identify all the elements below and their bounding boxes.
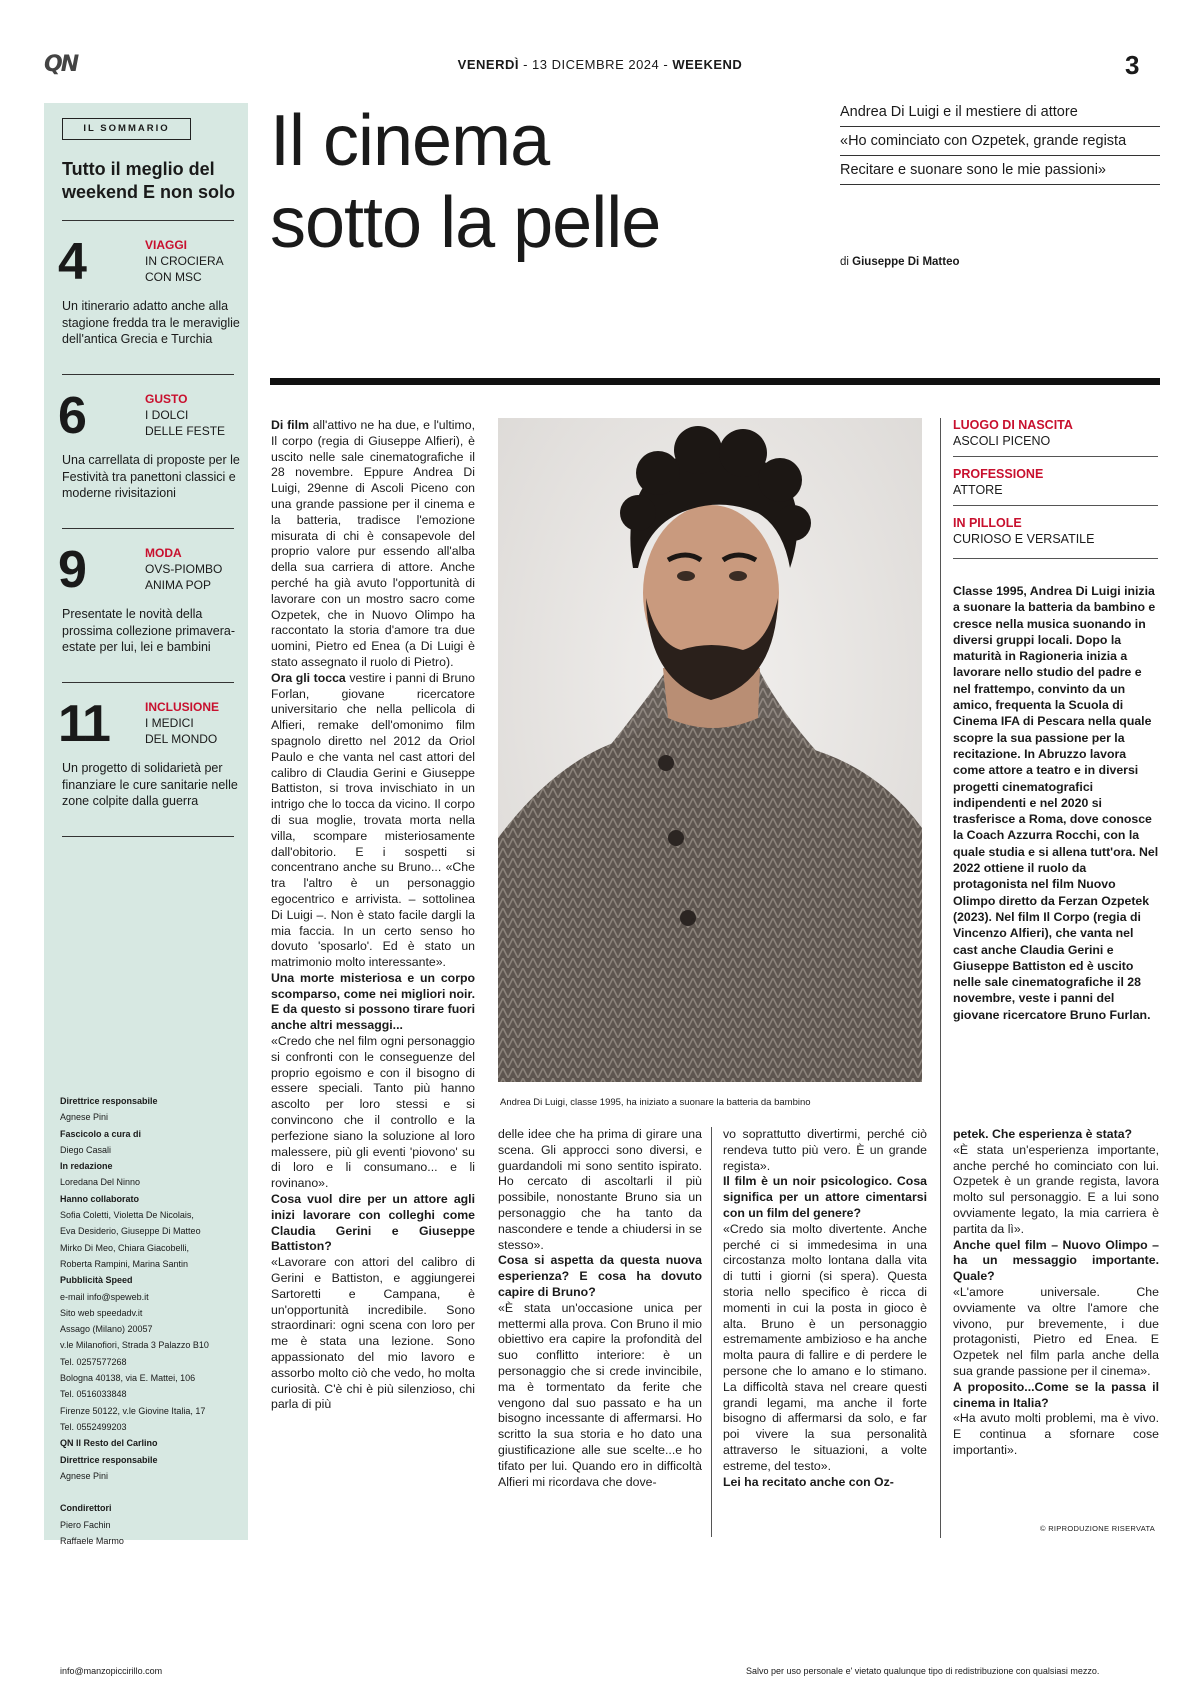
summary-item-page-number: 6: [58, 387, 85, 445]
paragraph-text: vestire i panni di Bruno Forlan, giovane ricercatore universitario che nella pellicola di Alfieri, remake dell'omonimo film spagnolo diretto nel 2012 da Oriol Paulo e che vanta nel cast attori del calibro di Claudia Gerini e Giuseppe Battiston, si trova invischiato in un intrigo che lo tocca da vicino. Il corpo di sua moglie, trovata morta nella villa, scompare misteriosamente dall'obitorio. E i sospetti si concentrano anche su Bruno... «Che tra l'altro è un personaggio egocentrico e arrivista. – sottolinea Di Luigi –. Non è stato facile dargli la mia faccia. In un certo senso ho dovuto 'sposarlo'. Ed è stato un matrimonio molto interessante».: [271, 670, 475, 970]
article-column-4: [953, 1127, 1159, 1459]
fact-key: LUOGO DI NASCITA: [953, 418, 1073, 432]
credit-line: Mirko Di Meo, Chiara Giacobelli,: [60, 1242, 190, 1253]
credit-line: QN Il Resto del Carlino: [60, 1438, 158, 1449]
summary-item-page-number: 9: [58, 541, 85, 599]
credit-line: Sofia Coletti, Violetta De Nicolais,: [60, 1210, 194, 1221]
column-divider: [940, 418, 941, 1538]
interview-answer: vo soprattutto divertirmi, perché ciò rendeva tutto più vero. È un grande regista».: [723, 1127, 927, 1173]
credit-line: Fascicolo a cura di: [60, 1128, 142, 1139]
credit-line: Raffaele Marmo: [60, 1536, 124, 1547]
credit-line: Bologna 40138, via E. Mattei, 106: [60, 1373, 196, 1384]
credit-line: Eva Desiderio, Giuseppe Di Matteo: [60, 1226, 201, 1237]
editorial-credits: [60, 1093, 246, 1549]
summary-item-subtitle: ANIMA POP: [145, 578, 212, 592]
interview-answer: «Lavorare con attori del calibro di Gerini e Battiston, e aggiungerei Sartoretti e Campana, è un'opportunità incredibile. Sono straordinari: ogni scena con loro per me è stata una lezione. Sono appassionato del mio lavoro e assorbo molto ciò che vedo, ho molta curiosità. C'è chi è più silenzioso, chi parla di più: [271, 1255, 475, 1412]
copyright-notice: © RIPRODUZIONE RISERVATA: [1040, 1524, 1156, 1533]
byline-prefix: di: [840, 256, 849, 268]
article-kicker: [840, 98, 1160, 185]
fact-divider: [953, 505, 1158, 506]
fact-key: PROFESSIONE: [953, 467, 1044, 481]
dateline-date: 13 DICEMBRE 2024: [532, 57, 660, 72]
headline-line: sotto la pelle: [270, 183, 661, 263]
summary-item-page-number: 4: [58, 233, 85, 291]
interview-question: Cosa vuol dire per un attore agli inizi lavorare con colleghi come Claudia Gerini e Giuseppe Battiston?: [271, 1192, 475, 1254]
dateline-section: WEEKEND: [672, 57, 743, 72]
fact-key: IN PILLOLE: [953, 516, 1022, 530]
interview-question: A proposito...Come se la passa il cinema in Italia?: [953, 1379, 1159, 1410]
paragraph: [271, 418, 475, 671]
summary-item-description: Una carrellata di proposte per le Festività tra panettoni classici e moderne rivisitazioni: [62, 453, 240, 500]
fact-divider: [953, 456, 1158, 457]
summary-sidebar: [44, 103, 248, 1547]
page-number: 3: [1125, 50, 1140, 80]
credit-line: Tel. 0257577268: [60, 1356, 127, 1367]
article-headline: [270, 100, 660, 264]
summary-item-page-number: 11: [58, 695, 109, 753]
credit-line: Tel. 0552499203: [60, 1421, 127, 1432]
newspaper-logo: QN: [44, 52, 78, 77]
summary-item-subtitle: DELLE FESTE: [145, 424, 226, 438]
summary-item-category[interactable]: INCLUSIONE: [145, 700, 220, 714]
credit-line: [60, 1484, 246, 1500]
dateline-day: VENERDÌ: [457, 57, 519, 72]
interview-question: Una morte misteriosa e un corpo scomparso, come nei migliori noir. E da questo si possono tirare fuori anche altri messaggi...: [271, 970, 475, 1033]
credit-line: e-mail info@speweb.it: [60, 1291, 149, 1302]
fact-value: ATTORE: [953, 483, 1003, 497]
byline: [840, 256, 960, 268]
summary-item-category[interactable]: MODA: [145, 546, 182, 560]
article-column-2: [498, 1127, 702, 1490]
credit-line: Agnese Pini: [60, 1470, 109, 1481]
portrait-photo: [498, 418, 922, 1082]
summary-item-subtitle: DEL MONDO: [145, 732, 218, 746]
summary-item-subtitle: I DOLCI: [145, 408, 189, 422]
lead-in: Ora gli tocca: [271, 670, 346, 685]
credit-line: Pubblicità Speed: [60, 1275, 133, 1286]
summary-divider: [62, 682, 234, 683]
footer-disclaimer: Salvo per uso personale e' vietato qualunque tipo di redistribuzione con qualsiasi mezzo.: [746, 1666, 1100, 1676]
summary-item-subtitle: OVS-PIOMBO: [145, 562, 223, 576]
kicker-line: Andrea Di Luigi e il mestiere di attore: [840, 98, 1160, 127]
summary-item-subtitle: CON MSC: [145, 270, 202, 284]
interview-answer: «Ha avuto molti problemi, ma è vivo. E continua a sfornare cose importanti».: [953, 1411, 1159, 1457]
summary-divider: [62, 528, 234, 529]
credit-line: Assago (Milano) 20057: [60, 1324, 153, 1335]
paragraph: [271, 671, 475, 971]
credit-line: Loredana Del Ninno: [60, 1177, 141, 1188]
summary-divider: [62, 220, 234, 221]
paragraph-text: all'attivo ne ha due, e l'ultimo, Il corpo (regia di Giuseppe Alfieri), è uscito nelle sale cinematografiche il 28 novembre. Eppure Andrea Di Luigi, 29enne di Ascoli Piceno con una grande passione per il cinema e la batteria, tradisce l'emozione misurata di chi è consapevole del proprio valore pur essendo all'alba della sua carriera di attore. Anche perché ha già avuto l'opportunità di lavorare con un mostro sacro come Ozpetek, che in Nuovo Olimpo ha raccontato la storia d'amore tra due uomini, Pietro ed Enea (a Di Luigi è stato assegnato il ruolo di Pietro).: [271, 418, 476, 669]
lead-in: Di film: [271, 418, 309, 432]
byline-author: Giuseppe Di Matteo: [852, 256, 960, 268]
credit-line: Diego Casali: [60, 1144, 112, 1155]
credit-line: In redazione: [60, 1161, 113, 1172]
kicker-line: Recitare e suonare sono le mie passioni»: [840, 156, 1160, 185]
article-column-3: [723, 1127, 927, 1490]
credit-line: Condirettori: [60, 1503, 112, 1514]
portrait-illustration: [498, 418, 922, 1082]
kicker-line: «Ho cominciato con Ozpetek, grande regista: [840, 127, 1160, 156]
headline-line: Il cinema: [270, 101, 550, 181]
credit-line: Roberta Rampini, Marina Santin: [60, 1258, 189, 1269]
fact-value: CURIOSO E VERSATILE: [953, 532, 1095, 546]
biography-box: Classe 1995, Andrea Di Luigi inizia a suonare la batteria da bambino e cresce nella musica suonando in diversi gruppi locali. Dopo la maturità in Ragioneria inizia a lavorare nello studio del padre e nel frattempo, convinto da un amico, frequenta la Scuola di Cinema IFA di Pescara nella quale scopre la sua passione per la recitazione. In Abruzzo lavora come attore a teatro e in diversi progetti cinematografici indipendenti e nel 2020 si trasferisce a Roma, dove conosce la Coach Azzurra Rocchi, con la quale studia e si allena tutt'ora. Nel 2022 ottiene il ruolo da protagonista nel film Nuovo Olimpo diretto da Ferzan Ozpetek (2023). Nel film Il Corpo (regia di Vincenzo Alfieri), che vanta nel cast anche Claudia Gerini e Giuseppe Battiston ed è uscito nelle sale cinematografiche il 28 novembre, veste i panni del giovane ricercatore Bruno Furlan.: [953, 584, 1159, 1022]
credit-line: Direttrice responsabile: [60, 1454, 158, 1465]
fact-value: ASCOLI PICENO: [953, 434, 1051, 448]
credit-line: Hanno collaborato: [60, 1193, 140, 1204]
interview-question: petek. Che esperienza è stata?: [953, 1127, 1133, 1141]
photo-caption: Andrea Di Luigi, classe 1995, ha iniziato a suonare la batteria da bambino: [500, 1097, 811, 1108]
dateline-sep: -: [523, 57, 533, 72]
summary-item-category[interactable]: GUSTO: [145, 392, 188, 406]
summary-divider: [62, 374, 234, 375]
fact-divider: [953, 558, 1158, 559]
headline-rule: [270, 378, 1160, 385]
credit-line: Piero Fachin: [60, 1519, 111, 1530]
credit-line: Firenze 50122, v.le Giovine Italia, 17: [60, 1405, 206, 1416]
interview-answer: «È stata un'esperienza importante, anche perché ho cominciato con lui. Ozpetek è un grande regista, lavora molto sul personaggio. E a lui sono ovviamente legato, la mia carriera è partita da lì».: [953, 1142, 1159, 1236]
summary-divider: [62, 836, 234, 837]
column-divider: [711, 1127, 712, 1537]
interview-answer: «È stata un'occasione unica per mettermi alla prova. Con Bruno il mio obiettivo era capire la profondità del suo conflitto interiore: è un personaggio che si crede invincibile, ma è tormentato da ferite che vengono dal suo passato e ha un bisogno incessante di affermarsi. Ho scritto la sua storia e ho dato una giustificazione alle sue scelte...e ho tifato per lui. Quando ero in difficoltà Alfieri mi ricordava che dove-: [498, 1300, 702, 1489]
credit-line: v.le Milanofiori, Strada 3 Palazzo B10: [60, 1340, 209, 1351]
credit-line: Tel. 0516033848: [60, 1389, 127, 1400]
interview-question: Cosa si aspetta da questa nuova esperienza? E cosa ha dovuto capire di Bruno?: [498, 1253, 702, 1299]
summary-item-description: Un itinerario adatto anche alla stagione fredda tra le meraviglie dell'antica Grecia e Turchia: [62, 299, 240, 346]
dateline-sep: -: [663, 57, 673, 72]
interview-answer: «L'amore universale. Che ovviamente va oltre l'amore che vivono, pur brevemente, i due protagonisti, Pietro ed Enea. E Ozpetek nel film parla anche della sua grande passione per il cinema».: [953, 1284, 1159, 1378]
summary-item-category[interactable]: VIAGGI: [145, 238, 188, 252]
interview-answer: delle idee che ha prima di girare una scena. Gli approcci sono diversi, e guardandoli mi sono sentito ispirato. Ho cercato di ascoltarli il più possibile, nonostante Bruno sia un personaggio che ha tanto da nascondere e tende a chiudersi in se stesso».: [498, 1127, 702, 1252]
credit-line: Sito web speedadv.it: [60, 1307, 143, 1318]
summary-item-description: Presentate le novità della prossima collezione primavera-estate per lui, lei e bambini: [62, 607, 235, 654]
interview-answer: «Credo sia molto divertente. Anche perché ci si immedesima in una circostanza molto lontana dalla vita di tutti i giorni (si spera). Questa storia nello specifico è ricca di momenti in cui la posta in gioco è alta. Bruno è un personaggio estremamente ambizioso e ha anche molta paura di fallire e di perdere le persone che lo amano e lo stimano. La difficoltà stava nel creare questi grandi legami, ma anche il forte bisogno di affermarsi da solo, e far poi vivere la sua personalità attraverso le situazioni, a volte estreme, del testo».: [723, 1221, 927, 1473]
interview-answer: «Credo che nel film ogni personaggio si confronti con le conseguenze del proprio egoismo e con il bisogno di essere speciali. Tanto più hanno ascolto per loro stessi e si convincono che il controllo e la perfezione siano la soluzione al loro malessere, più gli eventi 'piovono' su di loro e li consumano... e li rovinano».: [271, 1034, 475, 1191]
credit-line: Direttrice responsabile: [60, 1096, 158, 1106]
dateline: [0, 57, 1200, 72]
summary-title: Tutto il meglio del weekend E non solo: [62, 159, 236, 202]
interview-question: Anche quel film – Nuovo Olimpo – ha un messaggio importante. Quale?: [953, 1237, 1159, 1284]
interview-question: Lei ha recitato anche con Oz-: [723, 1474, 894, 1489]
summary-item-subtitle: I MEDICI: [145, 716, 194, 730]
summary-item-subtitle: IN CROCIERA: [145, 254, 224, 268]
summary-label: IL SOMMARIO: [62, 118, 191, 140]
article-column-1: [271, 418, 475, 1413]
summary-item-description: Un progetto di solidarietà per finanziare le cure sanitarie nelle zone colpite dalla guerra: [62, 761, 238, 808]
credit-line: Agnese Pini: [60, 1112, 109, 1123]
interview-question: Il film è un noir psicologico. Cosa significa per un attore cimentarsi con un film del genere?: [723, 1174, 927, 1220]
footer-email[interactable]: info@manzopiccirillo.com: [60, 1666, 163, 1676]
